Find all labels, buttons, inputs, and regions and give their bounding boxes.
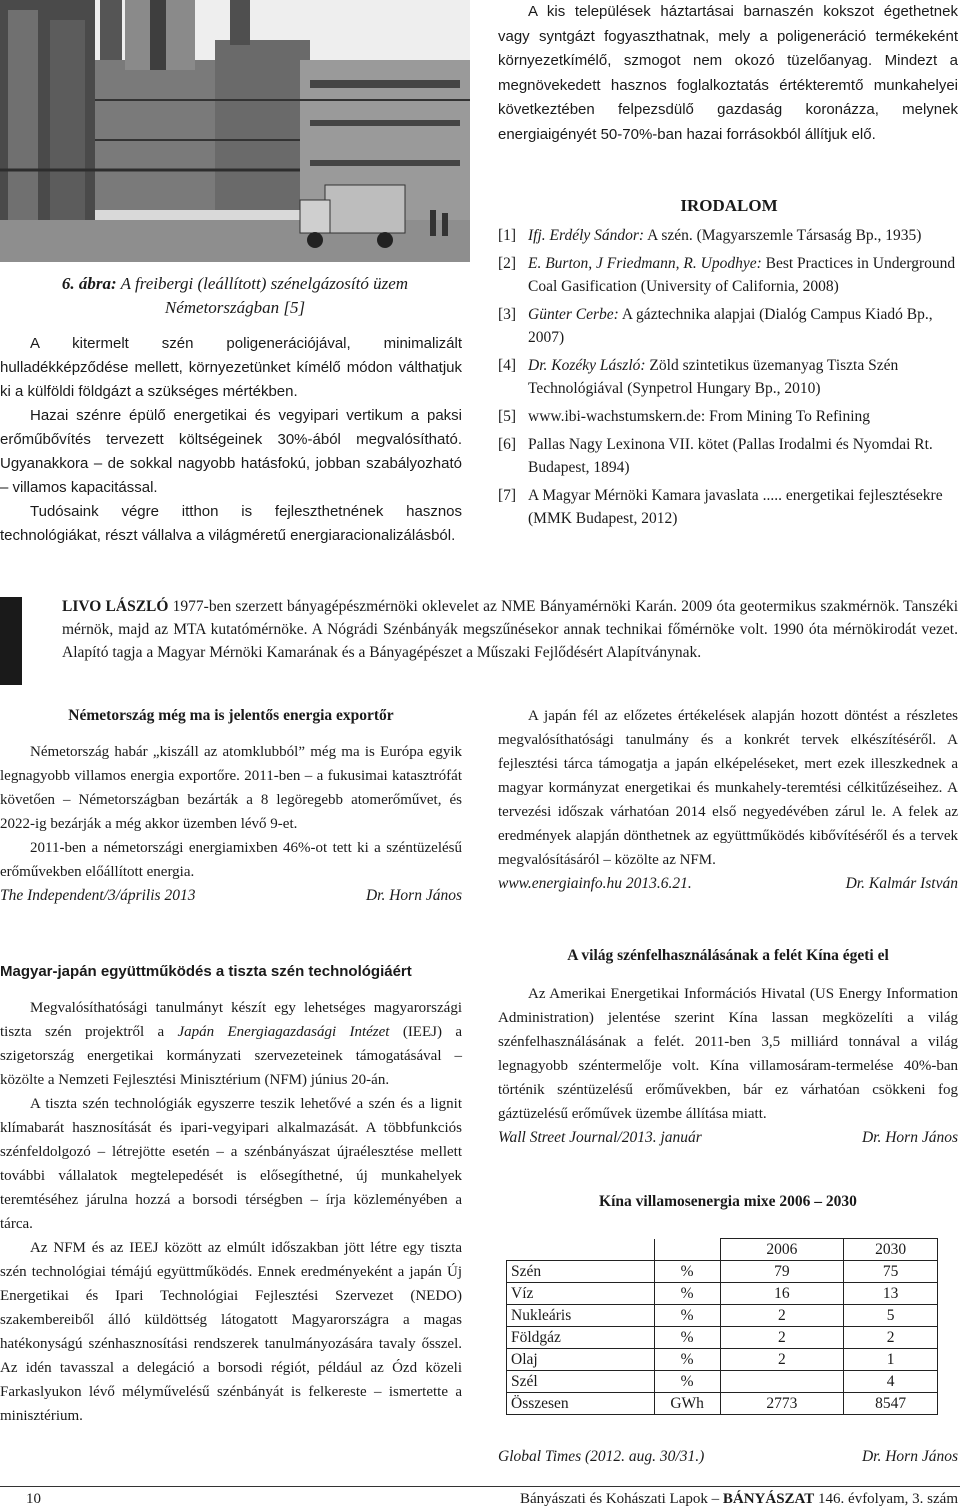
reference-author: E. Burton, J Friedmann, R. Upodhye: [528, 255, 762, 272]
box-china-title: A világ szénfelhasználásának a felét Kína égeti el [567, 947, 889, 964]
table-row [507, 1371, 938, 1393]
reference-number: [4] [498, 357, 517, 374]
table-row [507, 1261, 938, 1283]
table-header-row [507, 1239, 938, 1261]
box-china-source: Wall Street Journal/2013. január [498, 1129, 702, 1146]
table-cell-v2030: 13 [844, 1283, 938, 1305]
table-cell-label: Nukleáris [507, 1305, 655, 1327]
plant-photo [0, 0, 470, 262]
box-china-author: Dr. Horn János [861, 1129, 958, 1146]
year-2006-header: 2006 [720, 1239, 844, 1261]
author-bio-text: 1977-ben szerzett bányagépészmérnöki oklevelet az NME Bányamérnöki Karán. 2009 óta geotermikus szakmérnök. Tanszéki mérnök, majd az MTA kutatómérnöke. A Nógrádi Szénbányák megszűnésekor annak technikai főmérnöke volt. 1990 óta mérnökirodát vezet. Alapító tagja a Magyar Mérnöki Kamarának és a Bányagépészet a Műszaki Fejlődésért Alapítványnak. [62, 598, 959, 661]
table-cell-label: Szél [507, 1371, 655, 1393]
references-list [498, 224, 960, 530]
reference-author: Günter Cerbe: [528, 306, 619, 323]
table-cell-v2030: 75 [844, 1261, 938, 1283]
left-paragraph-2: Hazai szénre épülő energetikai és vegyipari vertikum a paksi erőműbővítés tervezett költségeinek 30%-ából megvalósítható. Ugyanakkora – de sokkal nagyobb hatásfokú, jobban szabályozható – villamos kapacitással. [0, 407, 462, 496]
reference-number: [5] [498, 408, 517, 425]
box-japan-decision-signature [498, 872, 958, 896]
table-cell-unit: GWh [654, 1393, 720, 1415]
box-germany-paragraph-2: 2011-ben a németországi energiamixben 46%-ot tett ki a széntüzelésű erőművekben előállított energia. [0, 840, 462, 880]
reference-text: Best Practices in Underground Coal Gasification (University of California, 2008) [528, 255, 956, 295]
box-china-signature [498, 1126, 958, 1150]
table-row [507, 1283, 938, 1305]
reference-number: [6] [498, 436, 517, 453]
box-japan-paragraph-1: Megvalósíthatósági tanulmányt készít egy lehetséges magyarországi tiszta szén projektről a Japán Energiagazdasági Intézet (IEEJ) a szigetország energetikai kormányzati szervezeteinek támogatásával – közölte a Nemzeti Fejlesztési Minisztérium (NFM) június 20-án. [0, 1000, 462, 1088]
reference-item [498, 405, 960, 428]
article-right-top [498, 0, 958, 147]
energy-mix-signature [498, 1445, 958, 1469]
reference-author: Dr. Kozéky László: [528, 357, 646, 374]
reference-item [498, 303, 960, 349]
reference-text: www.ibi-wachstumskern.de: From Mining To Refining [528, 408, 871, 425]
reference-text: A Magyar Mérnöki Kamara javaslata ..... energetikai fejlesztésekre (MMK Budapest, 2012) [528, 487, 943, 527]
table-cell-v2006: 79 [720, 1261, 844, 1283]
energy-mix-author: Dr. Horn János [861, 1448, 958, 1465]
caption-line2: Németországban [5] [164, 298, 306, 317]
reference-number: [1] [498, 227, 517, 244]
reference-text: A gáztechnika alapjai (Dialóg Campus Kiadó Bp., 2007) [528, 306, 933, 346]
reference-author: Ifj. Erdély Sándor: [528, 227, 645, 244]
table-cell-v2006 [720, 1371, 844, 1393]
table-cell-unit: % [654, 1349, 720, 1371]
reference-item [498, 354, 960, 400]
reference-number: [2] [498, 255, 517, 272]
box-germany-source: The Independent/3/április 2013 [0, 887, 196, 904]
references-heading: IRODALOM [680, 196, 778, 215]
table-cell-label: Olaj [507, 1349, 655, 1371]
year-2030-header: 2030 [844, 1239, 938, 1261]
table-cell-v2006: 2 [720, 1327, 844, 1349]
table-cell-unit: % [654, 1261, 720, 1283]
table-cell-v2006: 2773 [720, 1393, 844, 1415]
left-paragraph-1: A kitermelt szén poligenerációjával, minimalizált hulladékképződése mellett, környezetünket kímélő módon válthatjuk ki a külföldi földgázt a szükséges mértékben. [0, 335, 462, 400]
table-cell-v2030: 8547 [844, 1393, 938, 1415]
table-cell-unit: % [654, 1371, 720, 1393]
reference-number: [3] [498, 306, 517, 323]
table-cell-label: Földgáz [507, 1327, 655, 1349]
table-row [507, 1327, 938, 1349]
box-energy-mix [498, 1190, 958, 1469]
energy-mix-source: Global Times (2012. aug. 30/31.) [498, 1448, 705, 1465]
box-japan [0, 960, 462, 1428]
right-top-paragraph: A kis települések háztartásai barnaszén kokszot égethetnek vagy syntgázt fogyaszthatnak, mely a poligeneráció termékeként környezetkímélő, szmogot nem okozó tüzelőanyag. Mindezt a megnövekedett hasznos foglalkoztatás értékteremtő munkahelyei következtében felpezsdülő gazdaság koronázza, melynek energiaigényét 50-70%-ban hazai forrásokból állítjuk elő. [498, 3, 958, 143]
box-germany-author: Dr. Horn János [365, 887, 462, 904]
reference-number: [7] [498, 487, 517, 504]
box-japan-decision-source: www.energiainfo.hu 2013.6.21. [498, 875, 692, 892]
table-cell-v2006: 2 [720, 1305, 844, 1327]
page-number: 10 [26, 1491, 41, 1507]
energy-mix-body [507, 1239, 938, 1415]
box-china [498, 944, 958, 1150]
caption-line1: A freibergi (leállított) szénelgázosító üzem [120, 274, 409, 293]
energy-mix-table [506, 1238, 938, 1415]
table-cell-v2030: 5 [844, 1305, 938, 1327]
reference-text: Zöld szintetikus üzemanyag Tiszta Szén Technológiával (Synpetrol Hungary Bp., 2010) [528, 357, 899, 397]
figure-caption [0, 272, 470, 320]
box-japan-paragraph-2: A tiszta szén technológiák egyszerre teszik lehetővé a szén és a lignit klímabarát hasznosítását és ipari-vegyipari alkalmazását. A többfunkciós szénfeldolgozó – létrejötte esetén – a szénbányászat újraélesztése mellett további vállalatok megtelepedését is elősegíthetné, új munkahelyek teremtéséhez járulna hozzá a borsodi térségben – írja közleményében a tárca. [0, 1096, 462, 1232]
box-japan-paragraph-3: Az NFM és az IEEJ között az elmúlt időszakban jött létre egy tiszta szén technológiai témájú együttműködés. Ennek eredményeként a japán Új Energetikai és Ipari Technológiai Fejlesztési Szervezet (NEDO) szakembereiből álló küldöttség látogatott Magyarországra a magas hatékonyságú szénhasznosítási rendszerek tanulmányozására tavaly ősszel. Az idén tavasszal a delegáció a borsodi régiót, például az Ózd közeli Farkaslyukon lévő mélyművelésű szénbányát is felkereste – ismertette a minisztérium. [0, 1240, 462, 1424]
left-paragraph-3: Tudósaink végre itthon is fejleszthetnének hasznos technológiákat, részt vállalva a világméretű energiaracionalizálásból. [0, 503, 462, 544]
author-bio-marker [0, 597, 22, 685]
table-cell-v2030: 2 [844, 1327, 938, 1349]
box-japan-decision-paragraph: A japán fél az előzetes értékelések alapján hozott döntést a részletes megvalósíthatósági tanulmány és a konkrét tervek elkészítéséről. A fejlesztési tárca támogatja a japán elképeléseket, mert ezek illeszkednek a magyar kormányzat energetikai és munkahely-teremtési célkitűzéseihez. A tervezési időszak várhatóan 2014 első negyedévében zárul le. A felek az eredmények alapján dönthetnek az együttműködés kibővítéséről és a tervek megvalósításáról – közölte az NFM. [498, 708, 958, 868]
references-section [498, 194, 960, 535]
article-left-column [0, 332, 462, 548]
reference-item [498, 252, 960, 298]
reference-item [498, 224, 960, 247]
table-cell-v2030: 1 [844, 1349, 938, 1371]
box-germany-title: Németország még ma is jelentős energia exportőr [68, 707, 394, 724]
reference-text: A szén. (Magyarszemle Társaság Bp., 1935) [644, 227, 922, 244]
box-japan-decision [498, 704, 958, 896]
box-japan-decision-author: Dr. Kalmár István [845, 875, 958, 892]
box-germany-paragraph-1: Németország habár „kiszáll az atomklubból” még ma is Európa egyik legnagyobb villamos energia exportőre. 2011-ben – a fukusimai katasztrófát követően – Németországban bezárták a 8 legöregebb atomerőművet, és 2022-ig bezárják a még akkor üzemben lévő 9-et. [0, 744, 462, 832]
table-cell-label: Összesen [507, 1393, 655, 1415]
author-name: LIVO LÁSZLÓ [62, 598, 169, 615]
box-germany [0, 704, 462, 908]
energy-mix-title: Kína villamosenergia mixe 2006 – 2030 [599, 1193, 857, 1210]
table-cell-v2006: 16 [720, 1283, 844, 1305]
box-japan-title: Magyar-japán együttműködés a tiszta szén technológiáért [0, 963, 412, 980]
table-cell-unit: % [654, 1305, 720, 1327]
ieej-name: Japán Energiagazdasági Intézet [177, 1024, 390, 1040]
table-cell-label: Víz [507, 1283, 655, 1305]
table-cell-label: Szén [507, 1261, 655, 1283]
table-row [507, 1305, 938, 1327]
table-cell-v2030: 4 [844, 1371, 938, 1393]
reference-text: Pallas Nagy Lexinona VII. kötet (Pallas Irodalmi és Nyomdai Rt. Budapest, 1894) [528, 436, 933, 476]
footer-rule [0, 1486, 960, 1487]
journal-line: Bányászati és Kohászati Lapok – BÁNYÁSZAT 146. évfolyam, 3. szám [520, 1491, 958, 1507]
caption-prefix: 6. ábra: [61, 274, 117, 293]
table-row [507, 1393, 938, 1415]
box-germany-signature [0, 884, 462, 908]
reference-item [498, 484, 960, 530]
reference-item [498, 433, 960, 479]
table-cell-v2006: 2 [720, 1349, 844, 1371]
table-cell-unit: % [654, 1327, 720, 1349]
author-bio [62, 595, 958, 664]
box-china-paragraph: Az Amerikai Energetikai Információs Hivatal (US Energy Information Administration) jelentése szerint Kína lassan megközelíti a világ szénfelhasználásának a felét. 2011-ben 3,5 milliárd tonnával a világ legnagyobb széntermelője volt. Kína villamosáram-termelése 40%-ban történik széntüzelésű erőművekben, bár ez várhatóan csökkeni fog gáztüzelésű erőművek üzembe állítása miatt. [498, 986, 958, 1122]
table-cell-unit: % [654, 1283, 720, 1305]
table-row [507, 1349, 938, 1371]
